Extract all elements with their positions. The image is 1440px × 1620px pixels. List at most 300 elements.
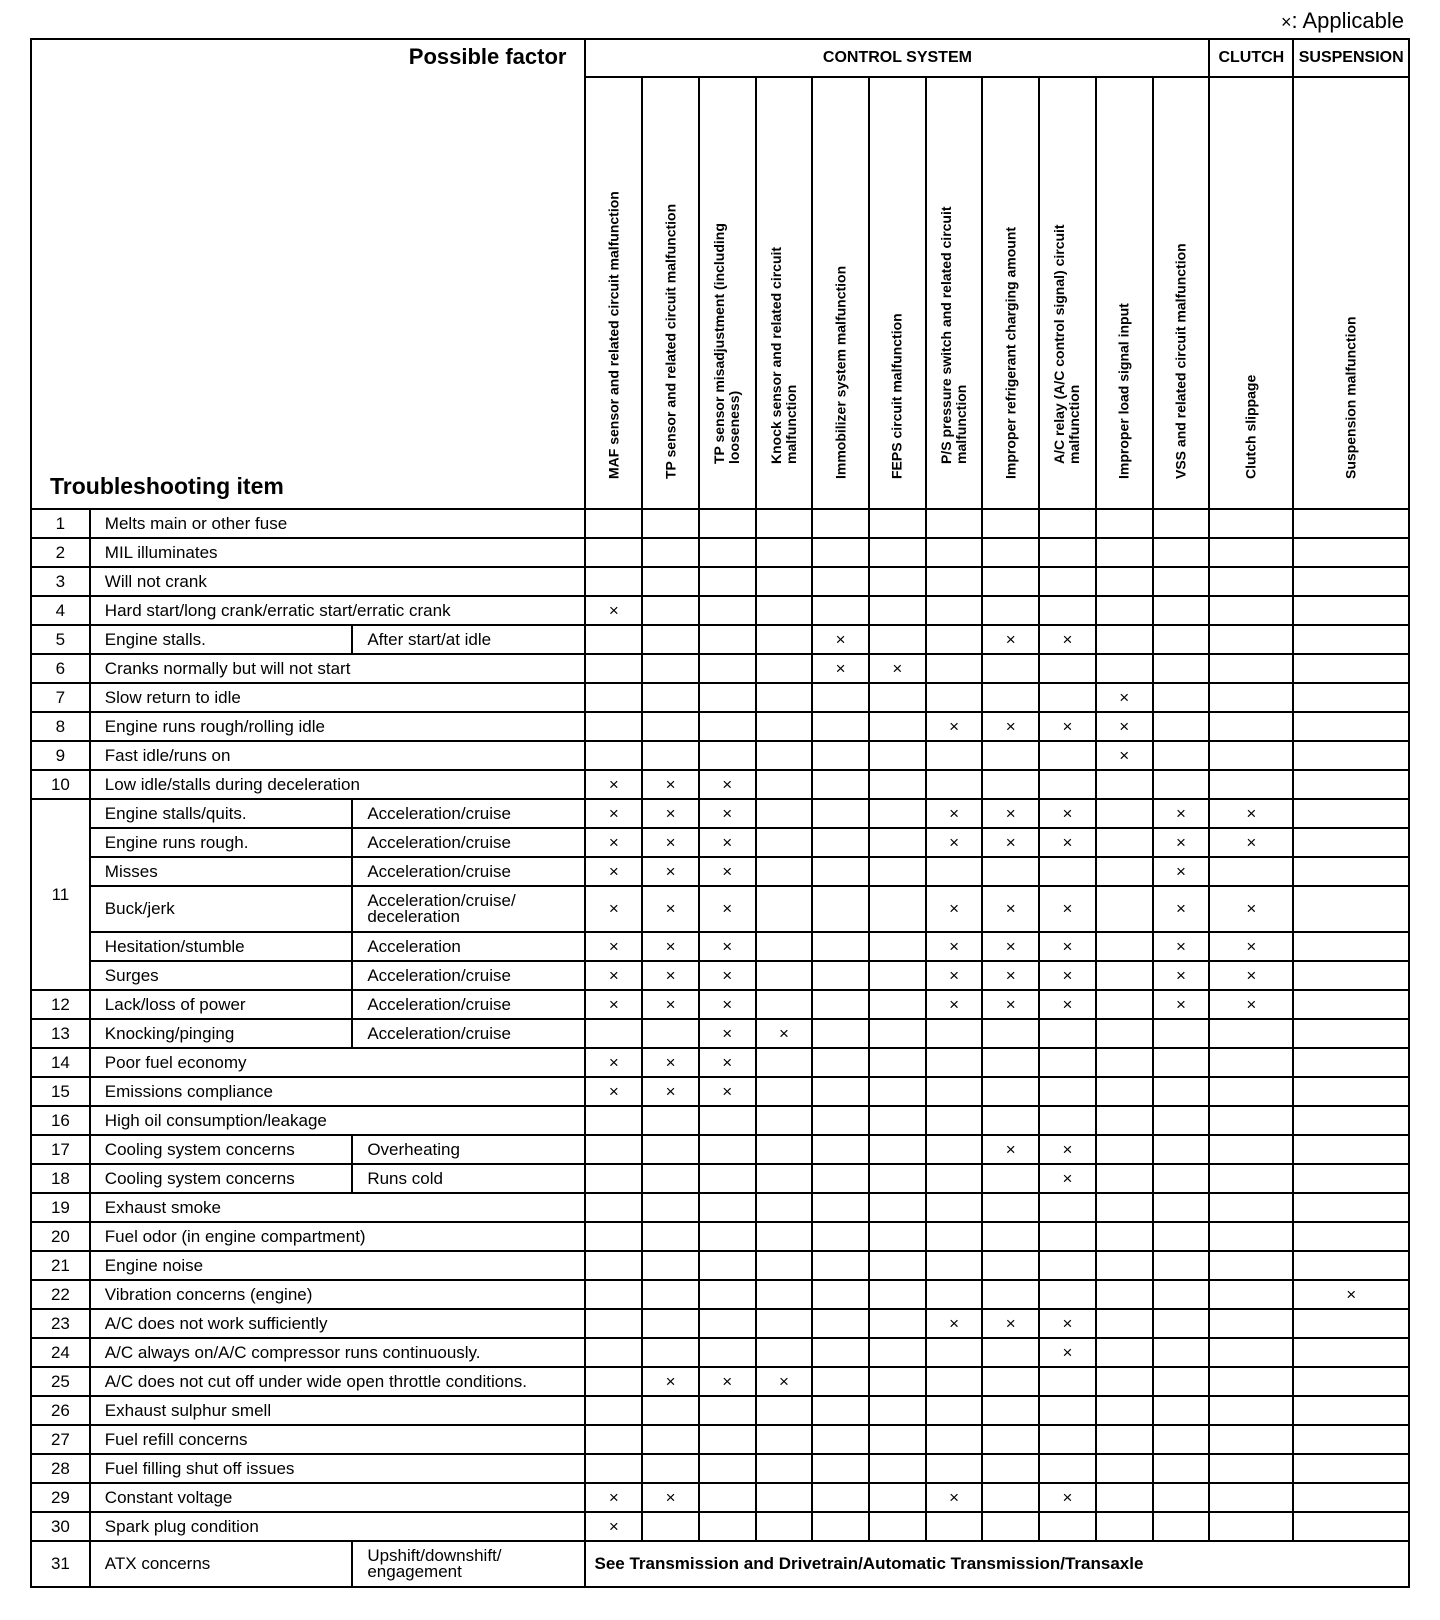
mark-cell xyxy=(1039,1425,1096,1454)
mark-cell xyxy=(1096,1425,1153,1454)
mark-cell xyxy=(926,1106,983,1135)
mark-cell xyxy=(1209,596,1293,625)
table-row xyxy=(31,1367,1409,1396)
mark-cell xyxy=(1209,1164,1293,1193)
applicable-mark: × xyxy=(949,832,960,852)
mark-cell xyxy=(1209,567,1293,596)
mark-cell xyxy=(1096,654,1153,683)
mark-cell xyxy=(926,1164,983,1193)
mark-cell xyxy=(642,712,699,741)
mark-cell xyxy=(1096,1193,1153,1222)
mark-cell xyxy=(982,1454,1039,1483)
mark-cell xyxy=(926,1280,983,1309)
table-row xyxy=(31,1193,1409,1222)
applicable-mark: × xyxy=(722,965,733,985)
row-number: 27 xyxy=(31,1425,90,1454)
row-item: Slow return to idle xyxy=(90,683,586,712)
mark-cell xyxy=(1039,538,1096,567)
mark-cell xyxy=(1039,770,1096,799)
mark-cell xyxy=(1293,1251,1409,1280)
row-number: 14 xyxy=(31,1048,90,1077)
mark-cell xyxy=(756,1077,813,1106)
row-condition: Overheating xyxy=(352,1135,585,1164)
column-header-label: Suspension malfunction xyxy=(1342,316,1359,479)
column-header xyxy=(869,77,926,509)
mark-cell xyxy=(642,1425,699,1454)
applicable-mark: × xyxy=(608,936,619,956)
mark-cell xyxy=(926,1077,983,1106)
mark-cell xyxy=(812,857,869,886)
mark-cell xyxy=(1039,1222,1096,1251)
column-header xyxy=(1153,77,1210,509)
mark-cell xyxy=(1153,1135,1210,1164)
legend xyxy=(1281,8,1404,34)
mark-cell xyxy=(756,990,813,1019)
row-number: 5 xyxy=(31,625,90,654)
mark-cell xyxy=(1039,1396,1096,1425)
troubleshooting-matrix xyxy=(30,38,1410,1588)
mark-cell xyxy=(1039,712,1096,741)
applicable-mark: × xyxy=(835,629,846,649)
mark-cell xyxy=(1039,1048,1096,1077)
applicable-mark: × xyxy=(722,936,733,956)
mark-cell xyxy=(812,625,869,654)
mark-cell xyxy=(1096,1280,1153,1309)
mark-cell xyxy=(1153,741,1210,770)
mark-cell xyxy=(1293,712,1409,741)
mark-cell xyxy=(756,1425,813,1454)
mark-cell xyxy=(1096,1309,1153,1338)
column-header xyxy=(756,77,813,509)
mark-cell xyxy=(1153,1193,1210,1222)
mark-cell xyxy=(585,770,642,799)
mark-cell xyxy=(812,1077,869,1106)
mark-cell xyxy=(1209,932,1293,961)
applicable-mark: × xyxy=(1062,1487,1073,1507)
applicable-mark: × xyxy=(722,1052,733,1072)
row-number: 7 xyxy=(31,683,90,712)
mark-cell xyxy=(642,1164,699,1193)
table-row xyxy=(31,1541,1409,1587)
mark-cell xyxy=(1293,799,1409,828)
mark-cell xyxy=(926,741,983,770)
table-row xyxy=(31,1135,1409,1164)
row-item: Knocking/pinging xyxy=(90,1019,353,1048)
mark-cell xyxy=(1209,625,1293,654)
mark-cell xyxy=(699,1454,756,1483)
mark-cell xyxy=(642,741,699,770)
mark-cell xyxy=(812,1135,869,1164)
mark-cell xyxy=(699,1367,756,1396)
mark-cell xyxy=(812,1019,869,1048)
mark-cell xyxy=(1153,1077,1210,1106)
row-item: Engine runs rough/rolling idle xyxy=(90,712,586,741)
mark-cell xyxy=(869,886,926,932)
mark-cell xyxy=(756,741,813,770)
mark-cell xyxy=(1096,961,1153,990)
applicable-mark: × xyxy=(1005,832,1016,852)
mark-cell xyxy=(926,932,983,961)
mark-cell xyxy=(1209,1019,1293,1048)
mark-cell xyxy=(1096,990,1153,1019)
applicable-mark: × xyxy=(1005,899,1016,918)
mark-cell xyxy=(1209,961,1293,990)
column-header-label: TP sensor misadjustment (including looseness) xyxy=(711,223,743,464)
applicable-mark: × xyxy=(665,1081,676,1101)
applicable-mark: × xyxy=(1005,1313,1016,1333)
applicable-mark: × xyxy=(1246,832,1257,852)
mark-cell xyxy=(812,1193,869,1222)
column-header xyxy=(1096,77,1153,509)
column-header-label: VSS and related circuit malfunction xyxy=(1172,243,1189,479)
row-item: Melts main or other fuse xyxy=(90,509,586,538)
row-item: High oil consumption/leakage xyxy=(90,1106,586,1135)
row-condition: Acceleration/cruise/ deceleration xyxy=(352,886,585,932)
mark-cell xyxy=(926,1512,983,1541)
applicable-mark: × xyxy=(1062,1139,1073,1159)
row-item: A/C always on/A/C compressor runs continuously. xyxy=(90,1338,586,1367)
table-row xyxy=(31,990,1409,1019)
mark-cell xyxy=(585,1106,642,1135)
mark-cell xyxy=(869,932,926,961)
mark-cell xyxy=(1153,1425,1210,1454)
mark-cell xyxy=(642,1338,699,1367)
mark-cell xyxy=(1039,1454,1096,1483)
mark-cell xyxy=(869,828,926,857)
mark-cell xyxy=(982,828,1039,857)
column-header-label: Improper load signal input xyxy=(1115,303,1132,479)
table-row xyxy=(31,625,1409,654)
applicable-mark: × xyxy=(1175,861,1186,881)
column-header-label: Clutch slippage xyxy=(1242,374,1259,479)
applicable-mark: × xyxy=(608,965,619,985)
mark-cell xyxy=(869,1454,926,1483)
applicable-mark: × xyxy=(1062,965,1073,985)
applicable-mark: × xyxy=(665,1052,676,1072)
mark-cell xyxy=(585,1396,642,1425)
mark-cell xyxy=(1209,1106,1293,1135)
mark-cell xyxy=(756,1396,813,1425)
applicable-mark: × xyxy=(1175,899,1186,918)
mark-cell xyxy=(1293,1280,1409,1309)
mark-cell xyxy=(756,1106,813,1135)
table-row xyxy=(31,1309,1409,1338)
row-number: 18 xyxy=(31,1164,90,1193)
mark-cell xyxy=(926,1309,983,1338)
mark-cell xyxy=(869,1483,926,1512)
mark-cell xyxy=(1153,1454,1210,1483)
mark-cell xyxy=(812,1164,869,1193)
mark-cell xyxy=(756,1251,813,1280)
mark-cell xyxy=(1039,799,1096,828)
mark-cell xyxy=(1153,961,1210,990)
mark-cell xyxy=(812,596,869,625)
mark-cell xyxy=(812,1396,869,1425)
mark-cell xyxy=(1039,509,1096,538)
table-row xyxy=(31,770,1409,799)
mark-cell xyxy=(982,683,1039,712)
row-item: MIL illuminates xyxy=(90,538,586,567)
mark-cell xyxy=(756,1512,813,1541)
row-item: Engine runs rough. xyxy=(90,828,353,857)
mark-cell xyxy=(585,886,642,932)
mark-cell xyxy=(1096,625,1153,654)
mark-cell xyxy=(1096,886,1153,932)
mark-cell xyxy=(926,857,983,886)
mark-cell xyxy=(699,1425,756,1454)
mark-cell xyxy=(756,625,813,654)
column-header xyxy=(1039,77,1096,509)
row-number: 10 xyxy=(31,770,90,799)
applicable-mark: × xyxy=(722,899,733,918)
row-number: 1 xyxy=(31,509,90,538)
mark-cell xyxy=(926,654,983,683)
mark-cell xyxy=(1293,828,1409,857)
applicable-mark: × xyxy=(1175,936,1186,956)
applicable-mark: × xyxy=(722,1023,733,1043)
mark-cell xyxy=(812,1425,869,1454)
table-row xyxy=(31,596,1409,625)
mark-cell xyxy=(642,1512,699,1541)
header-group-row xyxy=(31,39,1409,77)
mark-cell xyxy=(812,1454,869,1483)
mark-cell xyxy=(926,1338,983,1367)
applicable-mark: × xyxy=(665,803,676,823)
mark-cell xyxy=(756,1309,813,1338)
table-row xyxy=(31,1338,1409,1367)
mark-cell xyxy=(642,1222,699,1251)
row-condition: Acceleration xyxy=(352,932,585,961)
mark-cell xyxy=(812,1048,869,1077)
mark-cell xyxy=(869,509,926,538)
mark-cell xyxy=(642,683,699,712)
mark-cell xyxy=(585,596,642,625)
mark-cell xyxy=(869,1222,926,1251)
mark-cell xyxy=(642,1193,699,1222)
mark-cell xyxy=(869,1512,926,1541)
row-item: Surges xyxy=(90,961,353,990)
mark-cell xyxy=(869,1106,926,1135)
mark-cell xyxy=(1293,1338,1409,1367)
applicable-mark: × xyxy=(949,716,960,736)
row-number: 2 xyxy=(31,538,90,567)
mark-cell xyxy=(699,1077,756,1106)
row-item: Exhaust sulphur smell xyxy=(90,1396,586,1425)
mark-cell xyxy=(756,596,813,625)
mark-cell xyxy=(1039,990,1096,1019)
mark-cell xyxy=(812,712,869,741)
applicable-mark: × xyxy=(1005,994,1016,1014)
mark-cell xyxy=(699,1251,756,1280)
mark-cell xyxy=(1096,1048,1153,1077)
possible-factor-label: Possible factor xyxy=(408,44,567,69)
mark-cell xyxy=(585,857,642,886)
row-item: Hard start/long crank/erratic start/erratic crank xyxy=(90,596,586,625)
mark-cell xyxy=(869,1309,926,1338)
mark-cell xyxy=(699,654,756,683)
mark-cell xyxy=(869,1193,926,1222)
mark-cell xyxy=(1209,1309,1293,1338)
mark-cell xyxy=(1209,1048,1293,1077)
mark-cell xyxy=(642,857,699,886)
row-item: Engine stalls. xyxy=(90,625,353,654)
row-item: Emissions compliance xyxy=(90,1077,586,1106)
mark-cell xyxy=(926,683,983,712)
mark-cell xyxy=(869,990,926,1019)
mark-cell xyxy=(642,1483,699,1512)
mark-cell xyxy=(926,596,983,625)
mark-cell xyxy=(1096,932,1153,961)
table-row xyxy=(31,857,1409,886)
mark-cell xyxy=(1293,1222,1409,1251)
mark-cell xyxy=(585,1164,642,1193)
mark-cell xyxy=(756,1367,813,1396)
mark-cell xyxy=(642,625,699,654)
mark-cell xyxy=(1293,1048,1409,1077)
mark-cell xyxy=(585,932,642,961)
mark-cell xyxy=(1293,1367,1409,1396)
mark-cell xyxy=(1209,1483,1293,1512)
applicable-mark: × xyxy=(1246,803,1257,823)
row-condition: Acceleration/cruise xyxy=(352,990,585,1019)
mark-cell xyxy=(699,961,756,990)
mark-cell xyxy=(1209,1222,1293,1251)
mark-cell xyxy=(1039,1280,1096,1309)
applicable-mark: × xyxy=(722,803,733,823)
mark-cell xyxy=(1153,567,1210,596)
applicable-mark: × xyxy=(1062,716,1073,736)
mark-cell xyxy=(812,828,869,857)
applicable-mark: × xyxy=(1005,1139,1016,1159)
mark-cell xyxy=(1293,683,1409,712)
column-header xyxy=(642,77,699,509)
mark-cell xyxy=(926,1048,983,1077)
column-header-label: MAF sensor and related circuit malfunction xyxy=(605,191,622,479)
mark-cell xyxy=(1153,1338,1210,1367)
mark-cell xyxy=(869,1135,926,1164)
row-number: 3 xyxy=(31,567,90,596)
row-item: Hesitation/stumble xyxy=(90,932,353,961)
mark-cell xyxy=(585,1193,642,1222)
mark-cell xyxy=(1096,741,1153,770)
mark-cell xyxy=(982,596,1039,625)
column-header xyxy=(699,77,756,509)
mark-cell xyxy=(982,857,1039,886)
mark-cell xyxy=(642,1309,699,1338)
mark-cell xyxy=(699,1164,756,1193)
mark-cell xyxy=(1293,741,1409,770)
mark-cell xyxy=(1153,712,1210,741)
applicable-mark: × xyxy=(665,774,676,794)
mark-cell xyxy=(585,654,642,683)
mark-cell xyxy=(1153,1367,1210,1396)
table-row xyxy=(31,654,1409,683)
column-header-label: P/S pressure switch and related circuit malfunction xyxy=(938,206,970,464)
mark-cell xyxy=(1209,712,1293,741)
applicable-mark: × xyxy=(722,861,733,881)
mark-cell xyxy=(1153,1280,1210,1309)
mark-cell xyxy=(1293,1019,1409,1048)
applicable-mark: × xyxy=(722,832,733,852)
column-header xyxy=(1293,77,1409,509)
mark-cell xyxy=(982,1077,1039,1106)
table-row xyxy=(31,886,1409,932)
mark-cell xyxy=(869,683,926,712)
mark-cell xyxy=(1153,1251,1210,1280)
mark-cell xyxy=(1293,932,1409,961)
mark-cell xyxy=(1039,1164,1096,1193)
mark-cell xyxy=(1039,1135,1096,1164)
row-number: 16 xyxy=(31,1106,90,1135)
mark-cell xyxy=(1209,886,1293,932)
mark-cell xyxy=(869,625,926,654)
applicable-mark: × xyxy=(608,899,619,918)
mark-cell xyxy=(585,1338,642,1367)
applicable-mark: × xyxy=(608,861,619,881)
applicable-mark: × xyxy=(1062,1313,1073,1333)
mark-cell xyxy=(1039,886,1096,932)
mark-cell xyxy=(1039,1106,1096,1135)
mark-cell xyxy=(1209,1135,1293,1164)
mark-cell xyxy=(1293,1483,1409,1512)
row-item: Lack/loss of power xyxy=(90,990,353,1019)
row-item: Spark plug condition xyxy=(90,1512,586,1541)
mark-cell xyxy=(1209,1338,1293,1367)
mark-cell xyxy=(585,828,642,857)
row-item: Misses xyxy=(90,857,353,886)
mark-cell xyxy=(1293,990,1409,1019)
table-row xyxy=(31,1251,1409,1280)
mark-cell xyxy=(756,567,813,596)
mark-cell xyxy=(1039,961,1096,990)
mark-cell xyxy=(642,509,699,538)
mark-cell xyxy=(982,932,1039,961)
group-header-clutch: CLUTCH xyxy=(1209,39,1293,77)
applicable-mark: × xyxy=(1175,832,1186,852)
row-number: 25 xyxy=(31,1367,90,1396)
applicable-mark: × xyxy=(949,1313,960,1333)
table-row xyxy=(31,1396,1409,1425)
mark-cell xyxy=(1293,1512,1409,1541)
mark-cell xyxy=(982,567,1039,596)
mark-cell xyxy=(1293,625,1409,654)
mark-cell xyxy=(1096,1396,1153,1425)
mark-cell xyxy=(982,538,1039,567)
mark-cell xyxy=(756,828,813,857)
row-item: Fast idle/runs on xyxy=(90,741,586,770)
mark-cell xyxy=(982,509,1039,538)
mark-cell xyxy=(1209,654,1293,683)
mark-cell xyxy=(756,538,813,567)
mark-cell xyxy=(1039,1309,1096,1338)
mark-cell xyxy=(1153,596,1210,625)
possible-factor-cell xyxy=(31,39,585,509)
column-header-label: Immobilizer system malfunction xyxy=(832,265,849,479)
mark-cell xyxy=(1039,625,1096,654)
row-item: Fuel odor (in engine compartment) xyxy=(90,1222,586,1251)
mark-cell xyxy=(756,799,813,828)
applicable-mark: × xyxy=(722,1371,733,1391)
row-number: 29 xyxy=(31,1483,90,1512)
mark-cell xyxy=(699,1280,756,1309)
applicable-mark: × xyxy=(722,994,733,1014)
applicable-mark: × xyxy=(1175,965,1186,985)
row-item: Will not crank xyxy=(90,567,586,596)
mark-cell xyxy=(642,1280,699,1309)
applicable-mark: × xyxy=(949,899,960,918)
mark-cell xyxy=(699,857,756,886)
mark-cell xyxy=(1153,538,1210,567)
